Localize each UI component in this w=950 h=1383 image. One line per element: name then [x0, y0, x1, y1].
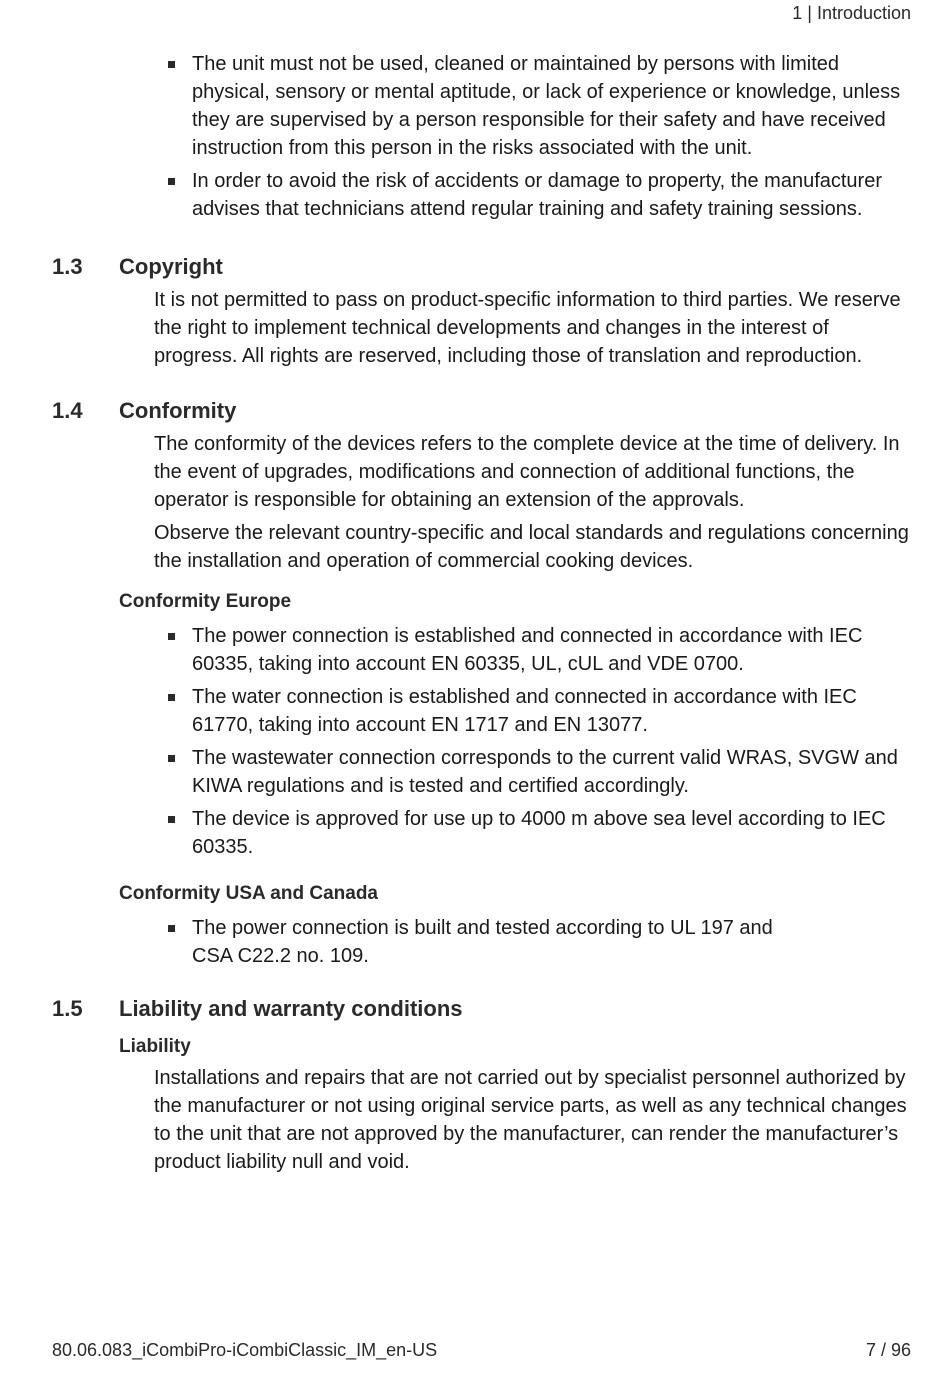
conformity-usa-canada-list	[166, 914, 911, 970]
subheading-conformity-usa-canada: Conformity USA and Canada	[119, 883, 378, 904]
bullet-square-icon	[168, 178, 175, 185]
list-item: The power connection is built and tested according to UL 197 and CSA C22.2 no. 109.	[166, 914, 911, 970]
section-heading	[52, 994, 950, 1024]
bullet-square-icon	[168, 633, 175, 640]
paragraph: Installations and repairs that are not carried out by specialist personnel authorized by the manufacturer or not using original service parts, as well as any technical changes to the unit that are not approved by the manufacturer, can render the manufacturer’s product liability null and void.	[154, 1067, 907, 1173]
section-liability	[0, 994, 950, 1176]
list-item: The power connection is established and connected in accordance with IEC 60335, taking into account EN 60335, UL, cUL and VDE 0700.	[166, 622, 911, 678]
section-heading	[52, 396, 950, 426]
list-item: The wastewater connection corresponds to the current valid WRAS, SVGW and KIWA regulations and is tested and certified accordingly.	[166, 744, 911, 800]
running-header: 1 | Introduction	[792, 3, 911, 23]
paragraph: Observe the relevant country-specific and local standards and regulations concerning the installation and operation of commercial cooking devices.	[154, 522, 909, 572]
section-conformity	[0, 396, 950, 970]
section-copyright	[0, 252, 950, 370]
subheading-liability: Liability	[119, 1036, 191, 1057]
paragraph: The conformity of the devices refers to the complete device at the time of delivery. In the event of upgrades, modifications and connection of additional functions, the operator is responsible for obtaining an extension of the approvals.	[154, 433, 900, 511]
conformity-europe-list	[166, 622, 911, 861]
subheading-conformity-europe: Conformity Europe	[119, 591, 292, 612]
list-item: The device is approved for use up to 4000 m above sea level according to IEC 60335.	[166, 805, 911, 861]
section-heading	[52, 252, 950, 282]
section-number: 1.5	[52, 996, 83, 1021]
paragraph: It is not permitted to pass on product-specific information to third parties. We reserve the right to implement technical developments and changes in the interest of progress. All rights are reserved, including those of translation and reproduction.	[154, 289, 901, 367]
bullet-square-icon	[168, 755, 175, 762]
list-item: The unit must not be used, cleaned or maintained by persons with limited physical, sensory or mental aptitude, or lack of experience or knowledge, unless they are supervised by a person responsible for their safety and have received instruction from this person in the risks associated with the unit.	[166, 50, 911, 162]
bullet-square-icon	[168, 816, 175, 823]
list-item: In order to avoid the risk of accidents or damage to property, the manufacturer advises that technicians attend regular training and safety training sessions.	[166, 167, 911, 223]
footer-document-id: 80.06.083_iCombiPro-iCombiClassic_IM_en-US	[52, 1340, 438, 1360]
section-title: Liability and warranty conditions	[119, 996, 463, 1021]
list-item: The water connection is established and connected in accordance with IEC 61770, taking into account EN 1717 and EN 13077.	[166, 683, 911, 739]
bullet-square-icon	[168, 694, 175, 701]
section-title: Copyright	[119, 254, 223, 279]
section-title: Conformity	[119, 398, 237, 423]
bullet-square-icon	[168, 61, 175, 68]
bullet-square-icon	[168, 925, 175, 932]
intro-bullet-list	[166, 50, 911, 223]
section-number: 1.4	[52, 398, 83, 423]
page-content	[0, 50, 950, 1176]
section-number: 1.3	[52, 254, 83, 279]
footer-page-number: 7 / 96	[865, 1340, 911, 1360]
